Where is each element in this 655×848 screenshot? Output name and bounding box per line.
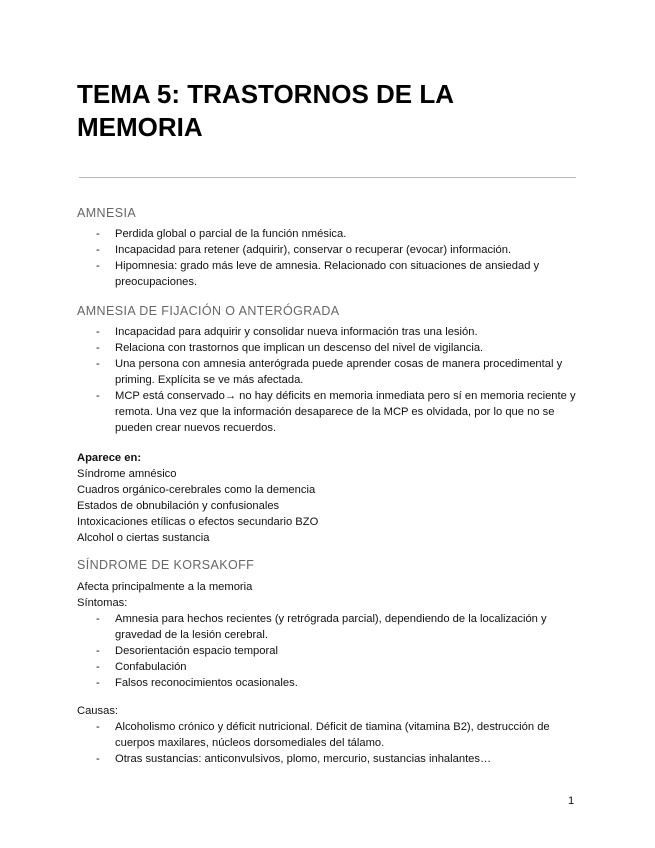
causas-list bbox=[77, 719, 582, 767]
section-heading-korsakoff: SÍNDROME DE KORSAKOFF bbox=[77, 558, 255, 572]
list-item: - Incapacidad para retener (adquirir), conservar o recuperar (evocar) información. bbox=[96, 244, 512, 256]
list-item: - Confabulación bbox=[96, 661, 187, 673]
list-item: - MCP está conservado→ no hay déficits en memoria inmediata pero sí en memoria reciente y remota. Una vez que la información desaparece de la MCP es olvidada, por lo que no se pueden crear nuevos recuerdos. bbox=[96, 390, 576, 434]
section-heading-amnesia: AMNESIA bbox=[77, 206, 137, 220]
aparece-line: Intoxicaciones etílicas o efectos secundario BZO bbox=[77, 516, 319, 528]
page-title: TEMA 5: TRASTORNOS DE LA MEMORIA bbox=[77, 79, 454, 142]
aparece-line: Alcohol o ciertas sustancia bbox=[77, 532, 210, 544]
list-item: - Perdida global o parcial de la función nmésica. bbox=[96, 228, 347, 240]
causas-label: Causas: bbox=[77, 705, 119, 717]
aparece-line: Síndrome amnésico bbox=[77, 468, 177, 480]
list-item: - Desorientación espacio temporal bbox=[96, 645, 278, 657]
aparece-block bbox=[77, 450, 582, 546]
list-item: - Alcoholismo crónico y déficit nutricional. Déficit de tiamina (vitamina B2), destrucción de cuerpos maxilares, núcleos dorsomediales del tálamo. bbox=[96, 721, 550, 749]
aparece-line: Estados de obnubilación y confusionales bbox=[77, 500, 280, 512]
list-item: - Otras sustancias: anticonvulsivos, plomo, mercurio, sustancias inhalantes… bbox=[96, 753, 492, 765]
list-item: - Falsos reconocimientos ocasionales. bbox=[96, 677, 298, 689]
causas-label-block bbox=[77, 703, 582, 719]
sintomas-label: Síntomas: bbox=[77, 597, 128, 609]
sintomas-list bbox=[77, 611, 582, 691]
anterograda-list bbox=[77, 324, 582, 436]
list-item: - Relaciona con trastornos que implican un descenso del nivel de vigilancia. bbox=[96, 342, 484, 354]
page-number: 1 bbox=[568, 795, 575, 807]
aparece-label: Aparece en: bbox=[77, 452, 142, 464]
list-item: - Una persona con amnesia anterógrada puede aprender cosas de manera procedimental y priming. Explícita se ve más afectada. bbox=[96, 358, 563, 386]
amnesia-list bbox=[77, 226, 582, 290]
list-item: - Hipomnesia: grado más leve de amnesia. Relacionado con situaciones de ansiedad y preocupaciones. bbox=[96, 260, 540, 288]
korsakoff-intro-block bbox=[77, 579, 582, 611]
korsakoff-intro: Afecta principalmente a la memoria bbox=[77, 581, 253, 593]
list-item: - Incapacidad para adquirir y consolidar nueva información tras una lesión. bbox=[96, 326, 478, 338]
list-item: - Amnesia para hechos recientes (y retrógrada parcial), dependiendo de la localización y gravedad de la lesión cerebral. bbox=[96, 613, 547, 641]
section-heading-anterograda: AMNESIA DE FIJACIÓN O ANTERÓGRADA bbox=[77, 304, 340, 318]
horizontal-divider bbox=[79, 177, 576, 178]
aparece-line: Cuadros orgánico-cerebrales como la demencia bbox=[77, 484, 316, 496]
